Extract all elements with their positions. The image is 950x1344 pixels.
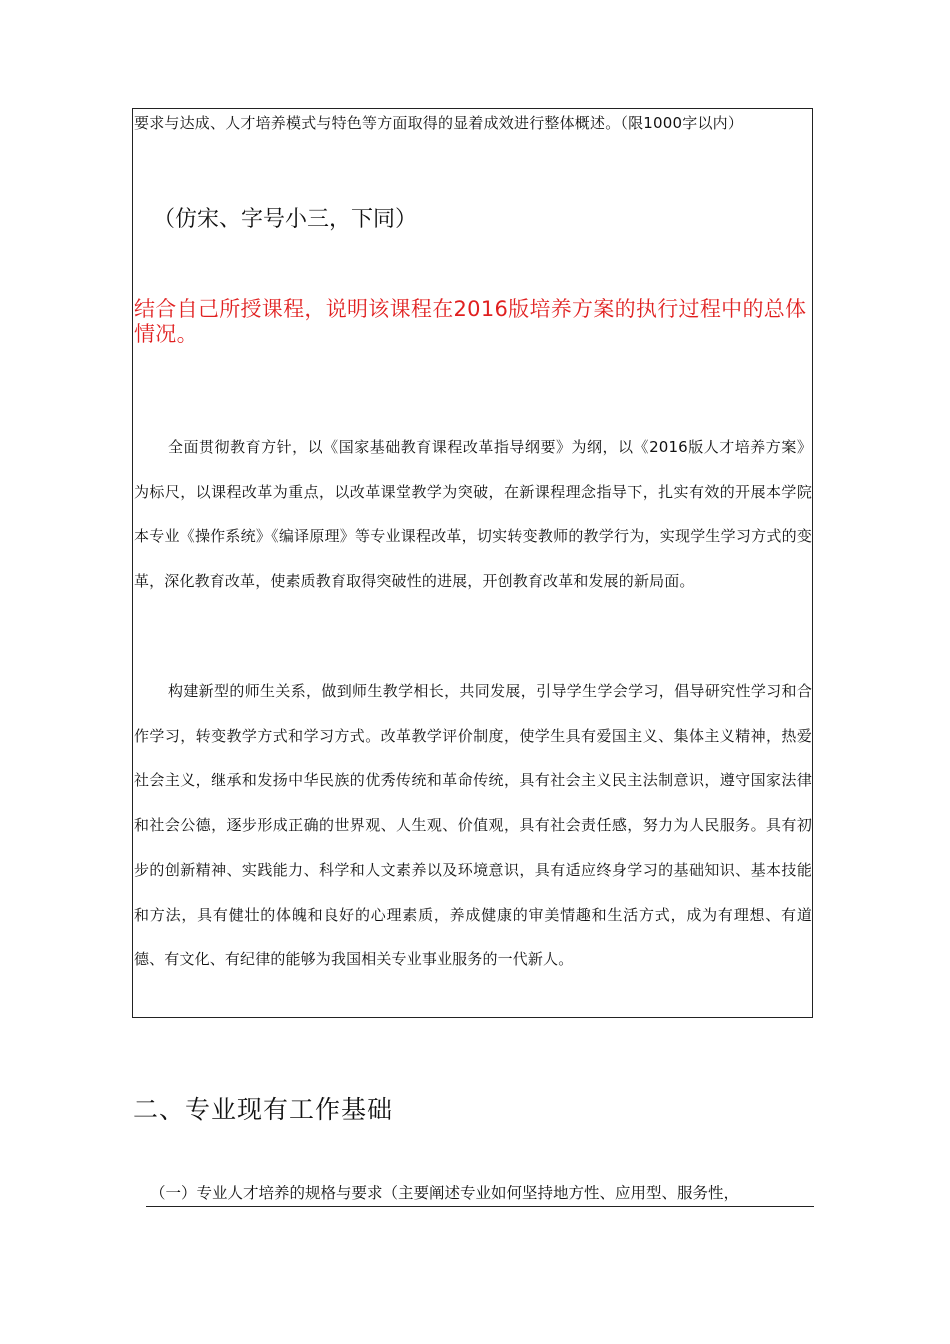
content-box xyxy=(132,108,813,1018)
intro-text: 要求与达成、人才培养模式与特色等方面取得的显着成效进行整体概述。（限1000字以内） xyxy=(134,114,744,132)
subsection-title: （一）专业人才培养的规格与要求（主要阐述专业如何坚持地方性、应用型、服务性， xyxy=(150,1184,740,1202)
red-instruction: 结合自己所授课程，说明该课程在2016版培养方案的执行过程中的总体情况。 xyxy=(134,297,807,346)
section-title: 二、专业现有工作基础 xyxy=(133,1095,394,1124)
subsection-underline xyxy=(146,1206,814,1207)
font-note: （仿宋、字号小三，下同） xyxy=(153,207,418,232)
body-paragraph-2: 构建新型的师生关系，做到师生教学相长，共同发展，引导学生学会学习，倡导研究性学习和合作学习，转变教学方式和学习方式。改革教学评价制度，使学生具有爱国主义、集体主义精神，热爱社会主义，继承和发扬中华民族的优秀传统和革命传统，具有社会主义民主法制意识，遵守国家法律和社会公德，逐步形成正确的世界观、人生观、价值观，具有社会责任感，努力为人民服务。具有初步的创新精神、实践能力、科学和人文素养以及环境意识，具有适应终身学习的基础知识、基本技能和方法，具有健壮的体魄和良好的心理素质，养成健康的审美情趣和生活方式，成为有理想、有道德、有文化、有纪律的能够为我国相关专业事业服务的一代新人。 xyxy=(134,682,812,969)
body-paragraph-1: 全面贯彻教育方针，以《国家基础教育课程改革指导纲要》为纲，以《2016版人才培养方案》为标尺，以课程改革为重点，以改革课堂教学为突破，在新课程理念指导下，扎实有效的开展本学院本专业《操作系统》《编译原理》等专业课程改革，切实转变教师的教学行为，实现学生学习方式的变革，深化教育改革，使素质教育取得突破性的进展，开创教育改革和发展的新局面。 xyxy=(134,438,812,591)
